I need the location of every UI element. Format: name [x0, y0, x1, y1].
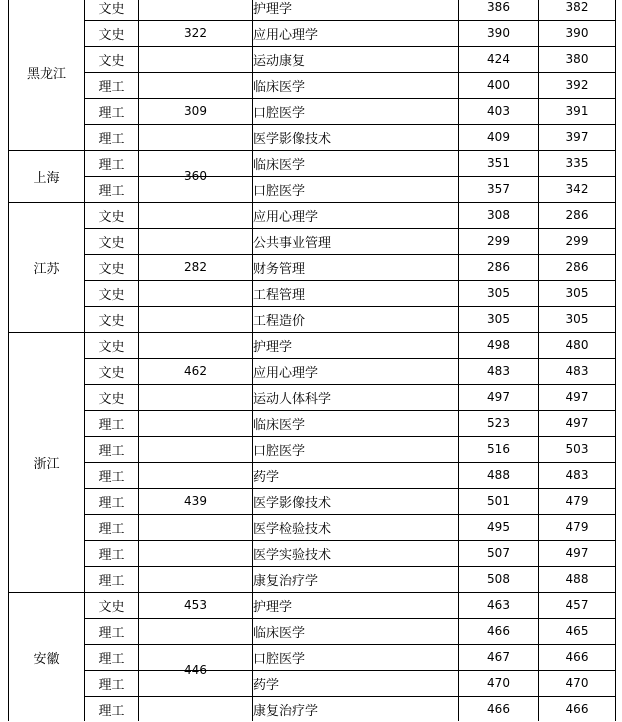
row-highest-score: 470: [487, 676, 510, 690]
row-lowest-score: 390: [565, 26, 589, 40]
row-category: 理工: [98, 183, 125, 199]
row-highest-score: 488: [487, 468, 510, 482]
group-control-score: 453: [184, 598, 207, 612]
group-control-score: 462: [184, 364, 207, 378]
row-highest-score: 305: [487, 312, 510, 326]
province-divider: [8, 202, 85, 203]
row-category: 理工: [98, 79, 125, 95]
row-major: 药学: [253, 677, 280, 693]
row-major: 康复治疗学: [253, 573, 319, 589]
row-category: 文史: [98, 261, 125, 277]
group-divider: [138, 618, 253, 619]
row-major: 运动人体科学: [253, 391, 332, 407]
row-lowest-score: 391: [565, 104, 589, 118]
row-highest-score: 498: [487, 338, 510, 352]
row-highest-score: 508: [487, 572, 510, 586]
row-major: 药学: [253, 469, 280, 485]
row-major: 护理学: [253, 339, 293, 355]
row-major: 应用心理学: [253, 27, 319, 43]
row-category: 理工: [98, 547, 125, 563]
row-major: 临床医学: [253, 79, 306, 95]
row-major: 护理学: [253, 599, 293, 615]
row-major: 口腔医学: [253, 105, 306, 121]
group-control-score: 282: [184, 260, 207, 274]
row-lowest-score: 382: [565, 0, 589, 14]
row-highest-score: 523: [487, 416, 510, 430]
row-lowest-score: 497: [565, 546, 589, 560]
row-major: 口腔医学: [253, 651, 306, 667]
group-divider: [138, 72, 253, 73]
row-major: 公共事业管理: [253, 235, 332, 251]
row-highest-score: 299: [487, 234, 510, 248]
row-highest-score: 308: [487, 208, 510, 222]
group-divider: [138, 410, 253, 411]
group-control-score: 322: [184, 26, 207, 40]
row-lowest-score: 488: [565, 572, 589, 586]
row-category: 理工: [98, 417, 125, 433]
row-highest-score: 467: [487, 650, 510, 664]
row-category: 理工: [98, 677, 125, 693]
row-highest-score: 403: [487, 104, 510, 118]
row-category: 文史: [98, 391, 125, 407]
row-lowest-score: 392: [565, 78, 589, 92]
row-major: 医学实验技术: [253, 547, 332, 563]
row-major: 医学影像技术: [253, 495, 332, 511]
row-category: 文史: [98, 365, 125, 381]
group-control-score: 446: [184, 663, 207, 677]
row-category: 文史: [98, 599, 125, 615]
row-lowest-score: 380: [565, 52, 589, 66]
row-lowest-score: 305: [565, 312, 589, 326]
row-major: 口腔医学: [253, 183, 306, 199]
row-lowest-score: 480: [565, 338, 589, 352]
row-lowest-score: 497: [565, 416, 589, 430]
row-lowest-score: 397: [565, 130, 589, 144]
row-major: 临床医学: [253, 417, 306, 433]
province-name: 浙江: [33, 456, 60, 472]
row-major: 运动康复: [253, 53, 306, 69]
row-lowest-score: 335: [565, 156, 589, 170]
row-category: 文史: [98, 235, 125, 251]
row-category: 理工: [98, 157, 125, 173]
group-divider: [138, 150, 253, 151]
group-divider: [138, 202, 253, 203]
row-highest-score: 516: [487, 442, 510, 456]
row-major: 康复治疗学: [253, 703, 319, 719]
row-major: 口腔医学: [253, 443, 306, 459]
row-highest-score: 463: [487, 598, 510, 612]
column-divider: [538, 0, 539, 721]
row-lowest-score: 286: [565, 260, 589, 274]
row-lowest-score: 466: [565, 650, 589, 664]
group-control-score: 360: [184, 169, 207, 183]
row-major: 护理学: [253, 1, 293, 17]
column-divider: [8, 0, 9, 721]
row-lowest-score: 466: [565, 702, 589, 716]
province-divider: [8, 332, 85, 333]
row-lowest-score: 465: [565, 624, 589, 638]
row-major: 工程管理: [253, 287, 306, 303]
row-category: 理工: [98, 625, 125, 641]
province-name: 黑龙江: [26, 66, 66, 82]
row-category: 文史: [98, 339, 125, 355]
row-category: 理工: [98, 651, 125, 667]
group-divider: [138, 332, 253, 333]
row-category: 文史: [98, 209, 125, 225]
row-highest-score: 286: [487, 260, 510, 274]
row-major: 应用心理学: [253, 365, 319, 381]
province-name: 江苏: [33, 261, 60, 277]
row-category: 文史: [98, 287, 125, 303]
row-category: 理工: [98, 703, 125, 719]
column-divider: [458, 0, 459, 721]
row-lowest-score: 470: [565, 676, 589, 690]
row-category: 理工: [98, 443, 125, 459]
row-highest-score: 400: [487, 78, 510, 92]
province-name: 安徽: [33, 651, 60, 667]
row-highest-score: 483: [487, 364, 510, 378]
province-name: 上海: [33, 170, 60, 186]
row-highest-score: 497: [487, 390, 510, 404]
column-divider: [615, 0, 616, 721]
row-major: 医学影像技术: [253, 131, 332, 147]
row-major: 财务管理: [253, 261, 306, 277]
row-category: 理工: [98, 521, 125, 537]
row-lowest-score: 483: [565, 468, 589, 482]
row-category: 文史: [98, 27, 125, 43]
row-category: 文史: [98, 53, 125, 69]
row-major: 工程造价: [253, 313, 306, 329]
province-divider: [8, 150, 85, 151]
row-lowest-score: 483: [565, 364, 589, 378]
row-category: 理工: [98, 495, 125, 511]
row-lowest-score: 497: [565, 390, 589, 404]
row-category: 理工: [98, 573, 125, 589]
row-major: 临床医学: [253, 625, 306, 641]
row-highest-score: 409: [487, 130, 510, 144]
group-divider: [138, 592, 253, 593]
province-divider: [8, 592, 85, 593]
row-highest-score: 466: [487, 624, 510, 638]
row-major: 应用心理学: [253, 209, 319, 225]
column-divider: [84, 0, 85, 721]
row-lowest-score: 342: [565, 182, 589, 196]
row-highest-score: 351: [487, 156, 510, 170]
row-highest-score: 466: [487, 702, 510, 716]
row-category: 文史: [98, 313, 125, 329]
row-lowest-score: 299: [565, 234, 589, 248]
row-lowest-score: 305: [565, 286, 589, 300]
row-highest-score: 424: [487, 52, 510, 66]
row-highest-score: 495: [487, 520, 510, 534]
row-category: 文史: [98, 1, 125, 17]
row-highest-score: 305: [487, 286, 510, 300]
row-lowest-score: 479: [565, 494, 589, 508]
row-lowest-score: 479: [565, 520, 589, 534]
row-highest-score: 390: [487, 26, 510, 40]
column-divider: [138, 0, 139, 721]
row-major: 临床医学: [253, 157, 306, 173]
row-category: 理工: [98, 469, 125, 485]
column-divider: [252, 0, 253, 721]
row-lowest-score: 286: [565, 208, 589, 222]
row-highest-score: 357: [487, 182, 510, 196]
row-lowest-score: 503: [565, 442, 589, 456]
group-control-score: 439: [184, 494, 207, 508]
row-highest-score: 507: [487, 546, 510, 560]
row-highest-score: 501: [487, 494, 510, 508]
row-category: 理工: [98, 105, 125, 121]
row-major: 医学检验技术: [253, 521, 332, 537]
row-highest-score: 386: [487, 0, 510, 14]
row-lowest-score: 457: [565, 598, 589, 612]
group-control-score: 309: [184, 104, 207, 118]
row-category: 理工: [98, 131, 125, 147]
